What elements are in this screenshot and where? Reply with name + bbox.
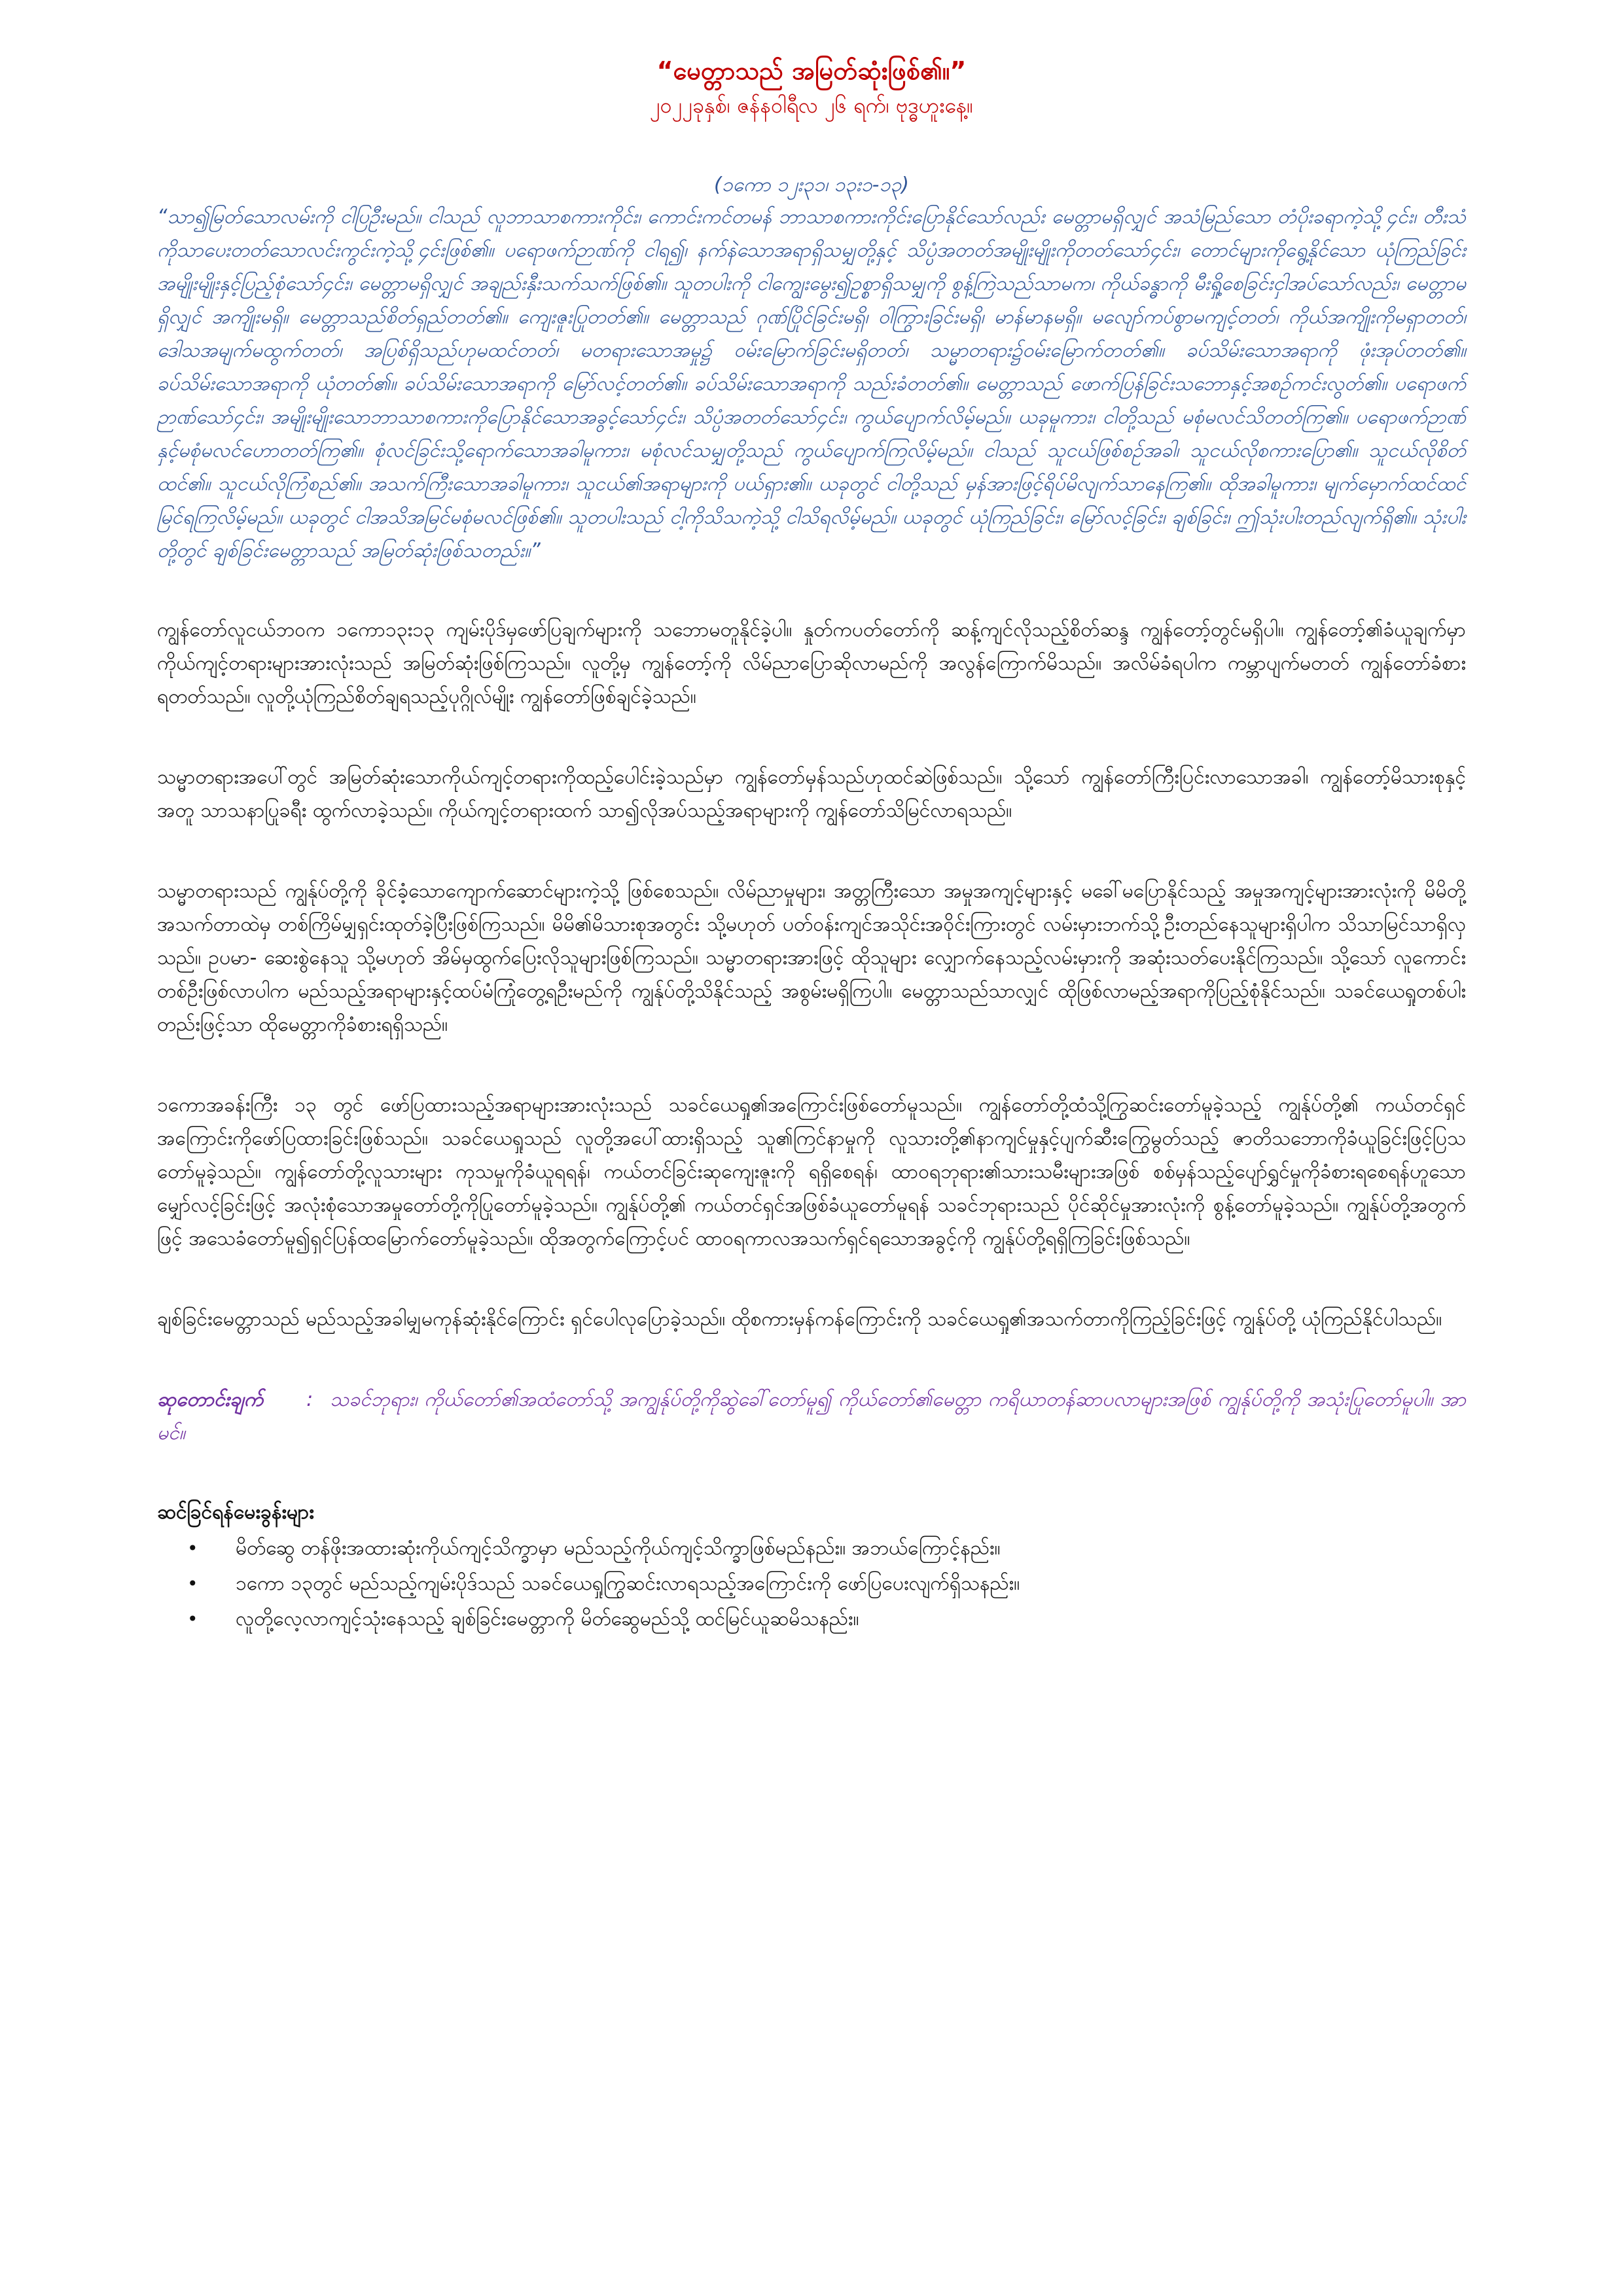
questions-list	[157, 1531, 1466, 1637]
question-item	[157, 1602, 1466, 1637]
question-item	[157, 1566, 1466, 1602]
question-text: ၁ကော ၁၃တွင် မည်သည့်ကျမ်းပိုဒ်သည် သခင်ယေရှုကြွဆင်းလာရသည့်အကြောင်းကို ဖော်ပြပေးလျက်ရှိသနည်း။	[236, 1572, 1020, 1595]
question-text: လူတို့လေ့လာကျင့်သုံးနေသည့် ချစ်ခြင်းမေတ္တာကို မိတ်ဆွေမည်သို့ ထင်မြင်ယူဆမိသနည်း။	[236, 1607, 859, 1630]
body-paragraph-4: ၁ကောအခန်းကြီး ၁၃ တွင် ဖော်ပြထားသည့်အရာများအားလုံးသည် သခင်ယေရှု၏အကြောင်းဖြစ်တော်မူသည်။ ကျွန်တော်တို့ထံသို့ကြွဆင်းတော်မူခဲ့သည့် ကျွန်ုပ်တို့၏ ကယ်တင်ရှင်အကြောင်းကိုဖော်ပြထားခြင်းဖြစ်သည်။ သခင်ယေရှုသည် လူတို့အပေါ်ထားရှိသည့် သူ၏ကြင်နာမှုကို လူသားတို့၏နာကျင်မှုနှင့်ပျက်ဆီးကြွေမွတ်သည့် ဇာတိသဘောကိုခံယူခြင်းဖြင့်ပြသတော်မူခဲ့သည်။ ကျွန်တော်တို့လူသားများ ကုသမှုကိုခံယူရရန်၊ ကယ်တင်ခြင်းဆုကျေးဇူးကို ရရှိစေရန်၊ ထာဝရဘုရား၏သားသမီးများအဖြစ် စစ်မှန်သည့်ပျော်ရွှင်မှုကိုခံစားရစေရန်ဟူသော မျှော်လင့်ခြင်းဖြင့် အလုံးစုံသောအမှုတော်တို့ကိုပြုတော်မူခဲ့သည်။ ကျွန်ုပ်တို့၏ ကယ်တင်ရှင်အဖြစ်ခံယူတော်မူရန် သခင်ဘုရားသည် ပိုင်ဆိုင်မှုအားလုံးကို စွန့်တော်မူခဲ့သည်။ ကျွန်ုပ်တို့အတွက်ဖြင့် အသေခံတော်မူ၍ရှင်ပြန်ထမြောက်တော်မူခဲ့သည်။ ထိုအတွက်ကြောင့်ပင် ထာဝရကာလအသက်ရှင်ရသောအခွင့်ကို ကျွန်ုပ်တို့ရရှိကြခြင်းဖြစ်သည်။	[157, 1094, 1466, 1250]
body-paragraph-5: ချစ်ခြင်းမေတ္တာသည် မည်သည့်အခါမျှမကုန်ဆုံးနိုင်ကြောင်း ရှင်ပေါလုပြောခဲ့သည်။ ထိုစကားမှန်ကန်ကြောင်းကို သခင်ယေရှု၏အသက်တာကိုကြည့်ခြင်းဖြင့် ကျွန်ုပ်တို့ ယုံကြည်နိုင်ပါသည်။	[157, 1308, 1442, 1331]
question-item	[157, 1531, 1466, 1566]
questions-heading: ဆင်ခြင်ရန်မေးခွန်းများ	[157, 1501, 314, 1524]
bullet-icon: •	[187, 1537, 198, 1559]
prayer-label: ဆုတောင်းချက်	[157, 1388, 264, 1411]
bullet-icon: •	[187, 1573, 198, 1594]
question-text: မိတ်ဆွေ တန်ဖိုးအထားဆုံးကိုယ်ကျင့်သိက္ခာမှာ မည်သည့်ကိုယ်ကျင့်သိက္ခာဖြစ်မည်နည်း။ အဘယ်ကြောင့်နည်း။	[236, 1537, 1001, 1560]
body-paragraph-1: ကျွန်တော်လူငယ်ဘဝက ၁ကော၁၃း၁၃ ကျမ်းပိုဒ်မှဖော်ပြချက်များကို သဘောမတူနိုင်ခဲ့ပါ။ နှုတ်ကပတ်တော်ကို ဆန့်ကျင်လိုသည့်စိတ်ဆန္ဒ ကျွန်တော့်တွင်မရှိပါ။ ကျွန်တော့်၏ခံယူချက်မှာ ကိုယ်ကျင့်တရားများအားလုံးသည် အမြတ်ဆုံးဖြစ်ကြသည်။ လူတို့မှ ကျွန်တော့်ကို လိမ်ညာပြောဆိုလာမည်ကို အလွန်ကြောက်မိသည်။ အလိမ်ခံရပါက ကမ္ဘာပျက်မတတ် ကျွန်တော်ခံစားရတတ်သည်။ လူတို့ယုံကြည်စိတ်ချရသည့်ပုဂ္ဂိုလ်မျိုး ကျွန်တော်ဖြစ်ချင်ခဲ့သည်။	[157, 619, 1466, 708]
prayer-text: သခင်ဘုရား၊ ကိုယ်တော်၏အထံတော်သို့ အကျွန်ုပ်တို့ကိုဆွဲခေါ်တော်မူ၍ ကိုယ်တော်၏မေတ္တာ ကရိယာတန်ဆာပလာများအဖြစ် ကျွန်ုပ်တို့ကို အသုံးပြုတော်မူပါ။ အာမင်။	[157, 1388, 1466, 1444]
prayer-block	[157, 1383, 1466, 1450]
scripture-passage: “သာ၍မြတ်သောလမ်းကို ငါပြဦးမည်။ ငါသည် လူဘာသာစကားကိုင်း၊ ကောင်းကင်တမန် ဘာသာစကားကိုင်းပြောနိုင်သော်လည်း မေတ္တာမရှိလျှင် အသံမြည်သော တံပိုးခရာကဲ့သို့၄င်း၊ တီးသံကိုသာပေးတတ်သောလင်းကွင်းကဲ့သို့၄င်းဖြစ်၏။ ပရောဖက်ဉာဏ်ကို ငါရ၍၊ နက်နဲသောအရာရှိသမျှတို့နှင့် သိပ္ပံအတတ်အမျိုးမျိုးကိုတတ်သော်၄င်း၊ တောင်များကိုရွေ့နိုင်သော ယုံကြည်ခြင်းအမျိုးမျိုးနှင့်ပြည့်စုံသော်၄င်း၊ မေတ္တာမရှိလျှင် အချည်းနှီးသက်သက်ဖြစ်၏။ သူတပါးကို ငါကျွေးမွေး၍ဥစ္စာရှိသမျှကို စွန့်ကြဲသည်သာမက၊ ကိုယ်ခန္ဓာကို မီးရှို့စေခြင်းငှါအပ်သော်လည်း၊ မေတ္တာမရှိလျှင် အကျိုးမရှိ။ မေတ္တာသည်စိတ်ရှည်တတ်၏။ ကျေးဇူးပြုတတ်၏။ မေတ္တာသည် ဂုဏ်ပြိုင်ခြင်းမရှိ၊ ဝါကြွားခြင်းမရှိ၊ မာန်မာနမရှိ။ မလျော်ကပ်စွာမကျင့်တတ်၊ ကိုယ်အကျိုးကိုမရှာတတ်၊ ဒေါသအမျက်မထွက်တတ်၊ အပြစ်ရှိသည်ဟုမထင်တတ်၊ မတရားသောအမှု၌ ဝမ်းမြောက်ခြင်းမရှိတတ်၊ သမ္မာတရား၌ဝမ်းမြောက်တတ်၏။ ခပ်သိမ်းသောအရာကို ဖုံးအုပ်တတ်၏။ ခပ်သိမ်းသောအရာကို ယုံတတ်၏။ ခပ်သိမ်းသောအရာကို မြော်လင့်တတ်၏။ ခပ်သိမ်းသောအရာကို သည်းခံတတ်၏။ မေတ္တာသည် ဖောက်ပြန်ခြင်းသဘောနှင့်အစဉ်ကင်းလွတ်၏။ ပရောဖက်ဉာဏ်သော်၄င်း၊ အမျိုးမျိုးသောဘာသာစကားကိုပြောနိုင်သောအခွင့်သော်၄င်း၊ သိပ္ပံအတတ်သော်၄င်း၊ ကွယ်ပျောက်လိမ့်မည်။ ယခုမူကား၊ ငါတို့သည် မစုံမလင်သိတတ်ကြ၏။ ပရောဖက်ဉာဏ်နှင့်မစုံမလင်ဟောတတ်ကြ၏။ စုံလင်ခြင်းသို့ရောက်သောအခါမူကား၊ မစုံလင်သမျှတို့သည် ကွယ်ပျောက်ကြလိမ့်မည်။ ငါသည် သူငယ်ဖြစ်စဉ်အခါ၊ သူငယ်လိုစကားပြော၏။ သူငယ်လိုစိတ်ထင်၏။ သူငယ်လိုကြံစည်၏။ အသက်ကြီးသောအခါမူကား၊ သူငယ်၏အရာများကို ပယ်ရှား၏။ ယခုတွင် ငါတို့သည် မှန်အားဖြင့်ရိပ်မိလျက်သာနေကြ၏။ ထိုအခါမူကား၊ မျက်မှောက်ထင်ထင်မြင်ရကြလိမ့်မည်။ ယခုတွင် ငါအသိအမြင်မစုံမလင်ဖြစ်၏။ သူတပါးသည် ငါ့ကိုသိသကဲ့သို့ ငါသိရလိမ့်မည်။ ယခုတွင် ယုံကြည်ခြင်း၊ မြော်လင့်ခြင်း၊ ချစ်ခြင်း၊ ဤသုံးပါးတည်လျက်ရှိ၏။ သုံးပါးတို့တွင် ချစ်ခြင်းမေတ္တာသည် အမြတ်ဆုံးဖြစ်သတည်း။”	[157, 206, 1467, 562]
scripture-reference: (၁ကော ၁၂း၃၁၊ ၁၃း၁-၁၃)	[714, 173, 909, 196]
bullet-icon: •	[187, 1608, 198, 1630]
date-line: ၂၀၂၂ခုနှစ်၊ ဇန်နဝါရီလ ၂၆ ရက်၊ ဗုဒ္ဓဟူးနေ့။	[650, 93, 973, 118]
body-paragraph-2: သမ္မာတရားအပေါ်တွင် အမြတ်ဆုံးသောကိုယ်ကျင့်တရားကိုထည့်ပေါင်းခဲ့သည်မှာ ကျွန်တော်မှန်သည်ဟုထင်ဆဲဖြစ်သည်။ သို့သော် ကျွန်တော်ကြီးပြင်းလာသောအခါ၊ ကျွန်တော့်မိသားစုနှင့်အတူ သာသနာပြုခရီး ထွက်လာခဲ့သည်။ ကိုယ်ကျင့်တရားထက် သာ၍လိုအပ်သည့်အရာများကို ကျွန်တော်သိမြင်လာရသည်။	[157, 766, 1466, 822]
body-paragraph-3: သမ္မာတရားသည် ကျွန်ုပ်တို့ကို ခိုင်ခံ့သောကျောက်ဆောင်များကဲ့သို့ ဖြစ်စေသည်။ လိမ်ညာမှုများ၊ အတ္တကြီးသော အမှုအကျင့်များနှင့် မခေါ်မပြောနိုင်သည့် အမှုအကျင့်များအားလုံးကို မိမိတို့အသက်တာထဲမှ တစ်ကြိမ်မျှရှင်းထုတ်ခဲ့ပြီးဖြစ်ကြသည်။ မိမိ၏မိသားစုအတွင်း သို့မဟုတ် ပတ်ဝန်းကျင်အသိုင်းအဝိုင်းကြားတွင် လမ်းမှားဘက်သို့ဦးတည်နေသူများရှိပါက သိသာမြင်သာရှိလှသည်။ ဥပမာ- ဆေးစွဲနေသူ သို့မဟုတ် အိမ်မှထွက်ပြေးလိုသူများဖြစ်ကြသည်။ သမ္မာတရားအားဖြင့် ထိုသူများ လျှောက်နေသည့်လမ်းမှားကို အဆုံးသတ်ပေးနိုင်ကြသည်။ သို့သော် လူကောင်းတစ်ဦးဖြစ်လာပါက မည်သည့်အရာများနှင့်ထပ်မံကြုံတွေ့ရဦးမည်ကို ကျွန်ုပ်တို့သိနိုင်သည့် အစွမ်းမရှိကြပါ။ မေတ္တာသည်သာလျှင် ထိုဖြစ်လာမည့်အရာကိုပြည့်စုံနိုင်သည်။ သခင်ယေရှုတစ်ပါးတည်းဖြင့်သာ ထိုမေတ္တာကိုခံစားရရှိသည်။	[157, 880, 1467, 1036]
page-title: “မေတ္တာသည် အမြတ်ဆုံးဖြစ်၏။”	[656, 56, 967, 85]
prayer-separator: :	[306, 1388, 313, 1411]
